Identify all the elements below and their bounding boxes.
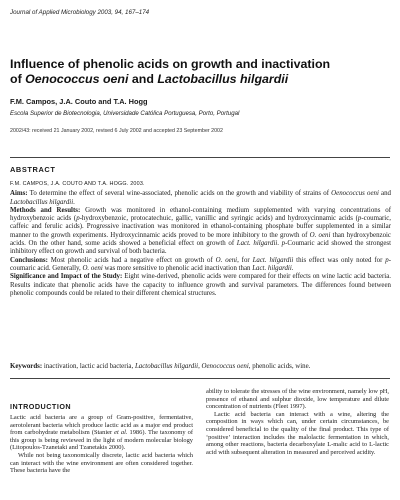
methods-p-1: p	[76, 215, 80, 223]
keywords-text-1: inactivation, lactic acid bacteria,	[42, 363, 135, 370]
abstract-conclusions	[10, 257, 391, 274]
aims-species-2: Lactobacillus hilgardii	[10, 198, 74, 206]
conclusions-text-3: this effect was only noted for	[293, 256, 386, 264]
aims-species-1: Oenococcus oeni	[331, 190, 379, 198]
keywords-text-2: , phenolic acids, wine.	[248, 363, 311, 370]
title-species-2: Lactobacillus hilgardii	[157, 72, 289, 86]
intro-left-p1-text: Lactic acid bacteria are a group of Gram-positive, fermentative, aerotolerant bacteria which produce lactic acid as a major end product from carbohydrate metabolism (Stanier	[10, 414, 193, 437]
introduction-right-column	[206, 388, 389, 456]
aims-text: To determine the effect of several wine-associated, phenolic acids on the growth and viability of strains of	[27, 190, 332, 198]
methods-species-2: Lact. hilgardii	[236, 240, 278, 248]
affiliation: Escola Superior de Biotecnologia, Universidade Católica Portuguesa, Porto, Portugal	[10, 110, 240, 117]
title-line2-prefix: of	[10, 72, 26, 86]
conclusions-text-4: -coumaric acid. Generally,	[10, 256, 391, 272]
methods-text-6: -Coumaric acid showed the strongest inhibitory effect on growth and survival of both bacteria.	[10, 240, 392, 256]
methods-p-3: p	[281, 240, 286, 248]
conclusions-species-1: O. oeni	[215, 256, 238, 264]
conclusions-p: p	[385, 256, 389, 264]
significance-label: Significance and Impact of the Study:	[10, 273, 123, 281]
conclusions-species-4: Lact. hilgardii	[252, 264, 292, 272]
intro-left-p1-end: 1986). The taxonomy of this group is being reviewed in the light of modern molecular biology (Litopoulos-Tzanetaki and Tzanetakis 2000).	[10, 429, 194, 452]
aims-label: Aims:	[10, 190, 28, 198]
title-line1: Influence of phenolic acids on growth and inactivation	[10, 57, 331, 71]
methods-species-1: O. oeni	[309, 231, 331, 239]
keywords-label: Keywords:	[10, 363, 43, 370]
conclusions-species-2: Lact. hilgardii	[252, 256, 294, 264]
methods-text-5: .	[277, 240, 282, 248]
intro-left-paragraph-2: While not being taxonomically discrete, lactic acid bacteria which can interact with the wine environment are often considered together. These bacteria have the	[10, 451, 193, 475]
methods-text-3: -coumaric, caffeic and ferulic acids). Progressive inactivation was monitored in ethanol-containing phosphate buffer supplemented in a similar manner to the growth experiments. Hydroxycinnamic acids proved to be more inhibitory to the growth of	[10, 215, 391, 239]
significance-text: Eight wine-derived, phenolic acids were compared for their effects on wine lactic acid bacteria. Results indicate that phenolic acids have the capacity to influence growth and survival parameters. The differences found between phenolic compounds could be related to their different chemical structures.	[10, 273, 391, 297]
aims-and: and	[378, 190, 391, 198]
introduction-left-column	[10, 414, 193, 475]
conclusions-text-2: , for	[237, 256, 253, 264]
methods-label: Methods and Results:	[10, 206, 81, 214]
keywords	[10, 363, 391, 371]
intro-right-paragraph-1: ability to tolerate the stresses of the wine environment, namely low pH, presence of ethanol and sulphur dioxide, low temperature and dilute concentration of nutrients (Fleet 1997).	[206, 388, 389, 411]
conclusions-species-3: O. oeni	[82, 264, 103, 272]
abstract-top-rule	[10, 157, 390, 158]
abstract-methods	[10, 207, 391, 257]
keywords-species-2: Oenococcus oeni	[201, 363, 249, 370]
authors: F.M. Campos, J.A. Couto and T.A. Hogg	[10, 97, 148, 106]
introduction-heading: INTRODUCTION	[10, 402, 72, 411]
article-title	[10, 57, 390, 87]
keywords-species-1: Lactobacillus hilgardii	[134, 363, 199, 370]
intro-right-paragraph-2: Lactic acid bacteria can interact with a wine, altering the composition in ways which can, under certain circumstances, be considered beneficial to the quality of the final product. This type of ‘positive’ interaction includes the malolactic fermentation in which, among other reactions, bacteria decarboxylate L-malic acid to L-lactic acid with subsequent alteration in measured and perceived acidity.	[206, 410, 389, 456]
keywords-bottom-rule	[10, 378, 390, 379]
aims-end: .	[73, 198, 75, 206]
abstract-citation: F.M. CAMPOS, J.A. COUTO AND T.A. HOGG. 2003.	[10, 181, 145, 187]
abstract-heading: ABSTRACT	[10, 165, 56, 174]
title-line2-and: and	[128, 72, 158, 86]
intro-etal: et al.	[114, 429, 128, 437]
abstract-body	[10, 180, 391, 298]
conclusions-text-5: was more sensitive to phenolic acid inactivation than	[102, 264, 253, 272]
methods-text-4: than hydroxybenzoic acids. On the other hand, some acids showed a beneficial effect on growth of	[10, 231, 391, 248]
conclusions-label: Conclusions:	[10, 256, 48, 264]
keywords-sep: ,	[198, 363, 202, 370]
title-species-1: Oenococcus oeni	[25, 72, 129, 86]
conclusions-text-1: Most phenolic acids had a negative effect on growth of	[47, 256, 216, 264]
submission-dates: 2002/43: received 21 January 2002, revised 6 July 2002 and accepted 23 September 2002	[10, 128, 223, 134]
journal-header: Journal of Applied Microbiology 2003, 94, 167–174	[10, 9, 150, 16]
methods-p-2: p	[357, 215, 362, 223]
conclusions-end: .	[291, 264, 294, 272]
methods-text-2: -hydroxybenzoic, protocatechuic, gallic, vanillic and syringic acids) and hydroxycinnamic acids (	[79, 215, 358, 223]
methods-text-1: Growth was monitored in ethanol-containing medium supplemented with varying concentrations of hydroxybenzoic acids (	[10, 206, 391, 223]
intro-left-paragraph-1	[10, 414, 193, 452]
abstract-significance	[10, 273, 391, 298]
abstract-aims	[10, 190, 391, 207]
